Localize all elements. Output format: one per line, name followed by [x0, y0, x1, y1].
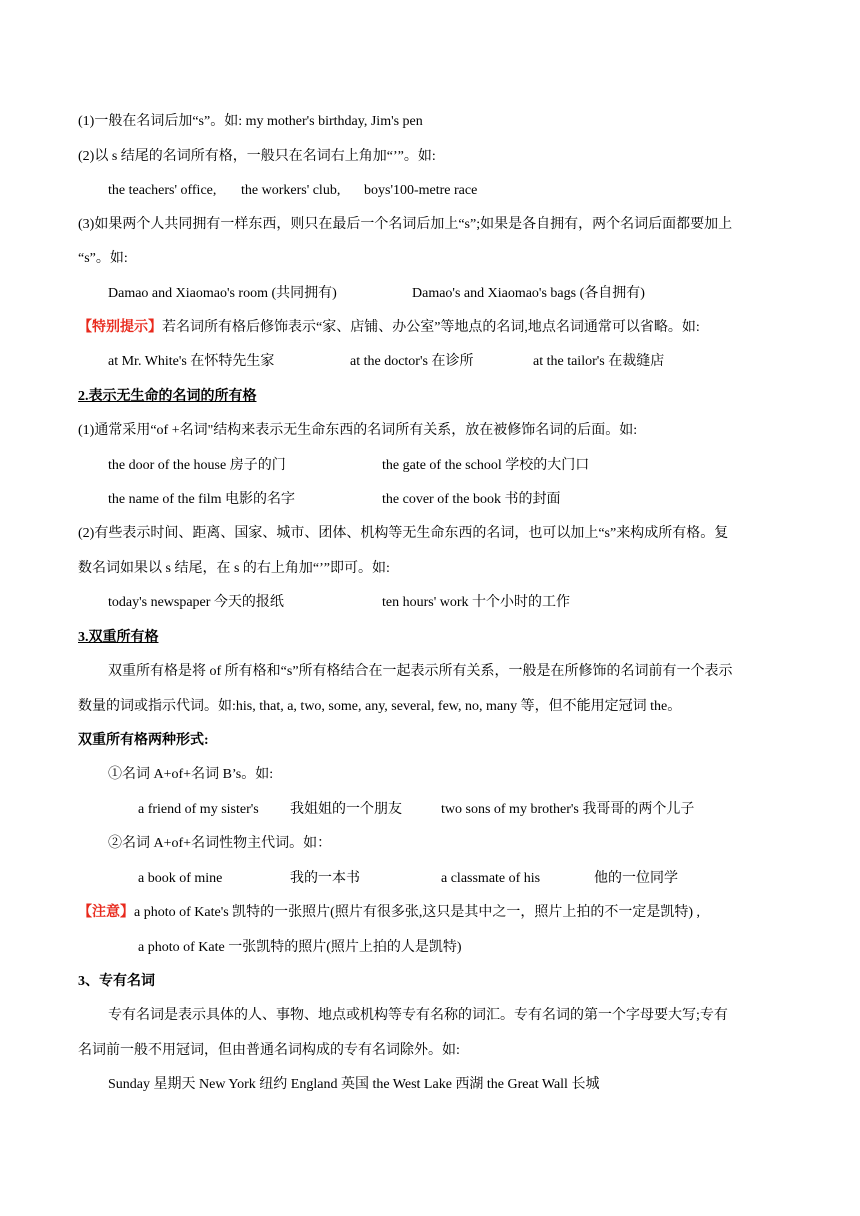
- proper-nouns-para-line-1: 专有名词是表示具体的人、事物、地点或机构等专有名称的词汇。专有名词的第一个字母要大写;专有: [108, 1008, 728, 1023]
- rule-1: (1)一般在名词后加“s”。如: my mother's birthday, Jim's pen: [78, 114, 423, 129]
- form-1-example-1-cn: 我姐姐的一个朋友: [290, 802, 402, 817]
- section-2-rule-2-line-1: (2)有些表示时间、距离、国家、城市、团体、机构等无生命东西的名词，也可以加上“s”来构成所有格。复: [78, 526, 729, 541]
- form-2-example-2-cn: 他的一位同学: [594, 871, 678, 886]
- rule-3-line-2: “s”。如:: [78, 251, 128, 266]
- section-3-heading: 3.双重所有格: [78, 630, 159, 645]
- rule-2-example-2: the workers' club,: [241, 183, 341, 198]
- special-tip-label: 【特别提示】: [78, 320, 162, 335]
- section-2-example-2: the gate of the school 学校的大门口: [382, 458, 590, 473]
- section-2-example-6: ten hours' work 十个小时的工作: [382, 595, 571, 610]
- section-3-para-line-1: 双重所有格是将 of 所有格和“s”所有格结合在一起表示所有关系，一般是在所修饰的名词前有一个表示: [108, 664, 733, 679]
- form-2-example-2: a classmate of his: [441, 871, 541, 886]
- section-2-rule-2-line-2: 数名词如果以 s 结尾，在 s 的右上角加“’”即可。如:: [78, 561, 390, 576]
- special-tip: [78, 318, 700, 338]
- form-2-example-1: a book of mine: [138, 871, 223, 886]
- section-3-para-line-2: 数量的词或指示代词。如:his, that, a, two, some, any, several, few, no, many 等，但不能用定冠词 the。: [78, 699, 682, 714]
- form-2: ②名词 A+of+名词性物主代词。如：: [108, 836, 332, 851]
- note-label: 【注意】: [78, 905, 134, 920]
- form-1: ①名词 A+of+名词 B’s。如:: [108, 767, 274, 782]
- section-2-rule-1: (1)通常采用“of +名词"结构来表示无生命东西的名词所有关系，放在被修饰名词的后面。如:: [78, 423, 638, 438]
- rule-3-example-2: Damao's and Xiaomao's bags (各自拥有): [412, 286, 645, 301]
- rule-2-example-3: boys'100-metre race: [364, 183, 478, 198]
- proper-nouns-examples: Sunday 星期天 New York 纽约 England 英国 the West Lake 西湖 the Great Wall 长城: [108, 1077, 600, 1092]
- rule-3-example-1: Damao and Xiaomao's room (共同拥有): [108, 286, 337, 301]
- form-2-example-1-cn: 我的一本书: [290, 871, 360, 886]
- double-possessive-forms-heading: 双重所有格两种形式:: [78, 733, 209, 748]
- special-tip-text: 若名词所有格后修饰表示“家、店铺、办公室”等地点的名词,地点名词通常可以省略。如:: [162, 320, 700, 335]
- rule-3-line-1: (3)如果两个人共同拥有一样东西，则只在最后一个名词后加上“s”;如果是各自拥有，两个名词后面都要加上: [78, 217, 733, 232]
- section-2-example-1: the door of the house 房子的门: [108, 458, 286, 473]
- form-1-example-1: a friend of my sister's: [138, 802, 259, 817]
- note-line-2: a photo of Kate 一张凯特的照片(照片上拍的人是凯特): [138, 940, 462, 955]
- section-2-heading: 2.表示无生命的名词的所有格: [78, 389, 257, 404]
- section-2-example-3: the name of the film 电影的名字: [108, 492, 296, 507]
- note-line-1: a photo of Kate's 凯特的一张照片(照片有很多张,这只是其中之一，照片上拍的不一定是凯特) ,: [134, 905, 700, 920]
- form-1-example-2: two sons of my brother's 我哥哥的两个儿子: [441, 802, 695, 817]
- section-2-example-4: the cover of the book 书的封面: [382, 492, 561, 507]
- proper-nouns-para-line-2: 名词前一般不用冠词，但由普通名词构成的专有名词除外。如:: [78, 1043, 460, 1058]
- special-tip-example-3: at the tailor's 在裁缝店: [533, 354, 665, 369]
- special-tip-example-2: at the doctor's 在诊所: [350, 354, 474, 369]
- note: [78, 903, 700, 923]
- section-2-example-5: today's newspaper 今天的报纸: [108, 595, 284, 610]
- rule-2-example-1: the teachers' office,: [108, 183, 217, 198]
- proper-nouns-heading: 3、专有名词: [78, 974, 155, 989]
- rule-2: (2)以 s 结尾的名词所有格，一般只在名词右上角加“’”。如:: [78, 149, 436, 164]
- special-tip-example-1: at Mr. White's 在怀特先生家: [108, 354, 275, 369]
